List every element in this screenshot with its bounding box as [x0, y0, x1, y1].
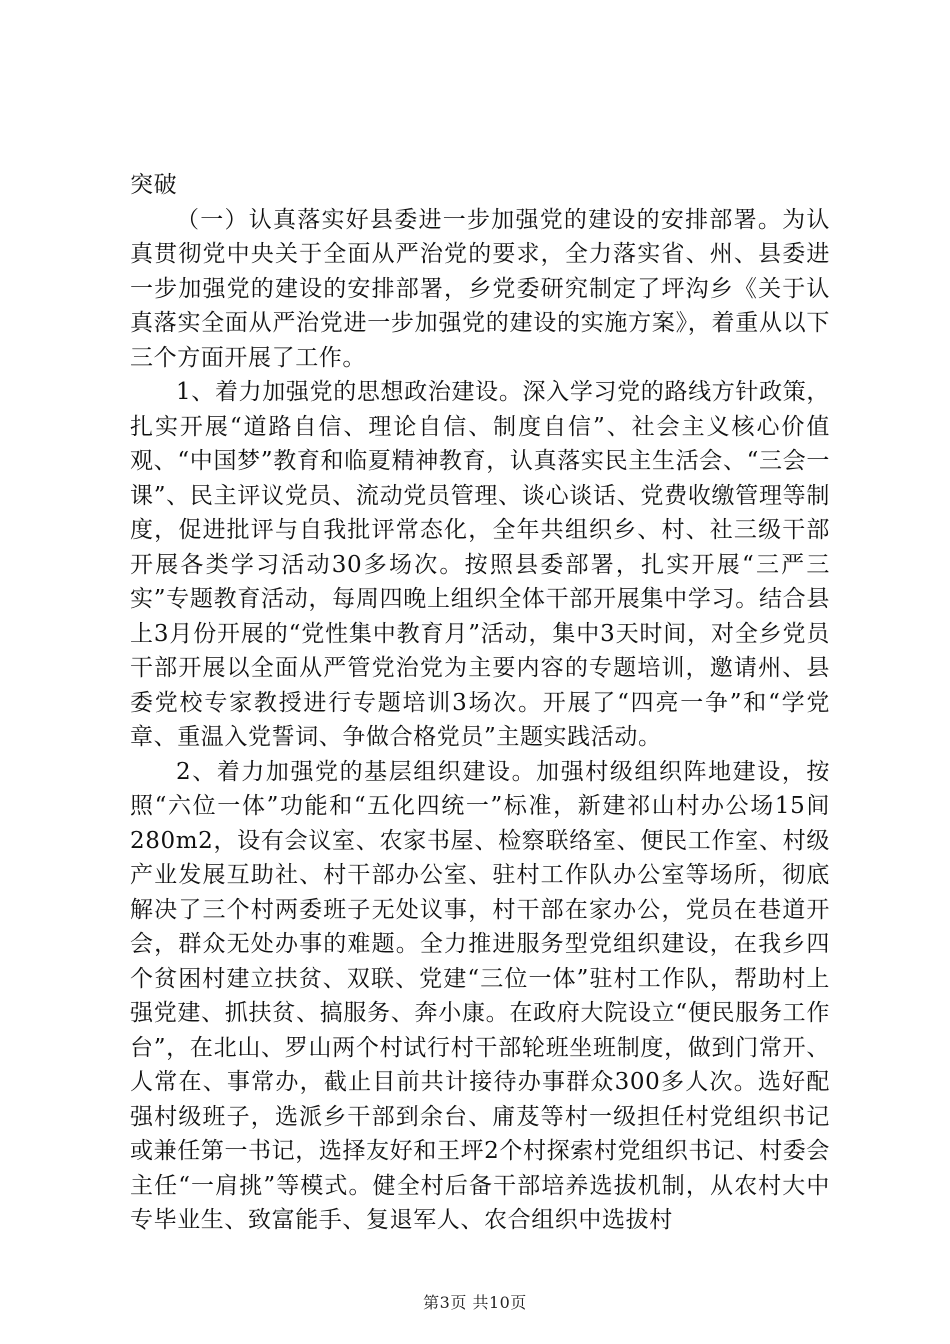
page-footer [0, 1290, 950, 1313]
paragraph-item-1: 1、着力加强党的思想政治建设。深入学习党的路线方针政策，扎实开展“道路自信、理论自信、制度自信”、社会主义核心价值观、“中国梦”教育和临夏精神教育，认真落实民主生活会、“三会一课”、民主评议党员、流动党员管理、谈心谈话、党费收缴管理等制度，促进批评与自我批评常态化，全年共组织乡、村、社三级干部开展各类学习活动30多场次。按照县委部署，扎实开展“三严三实”专题教育活动，每周四晚上组织全体干部开展集中学习。结合县上3月份开展的“党性集中教育月”活动，集中3天时间，对全乡党员干部开展以全面从严管党治党为主要内容的专题培训，邀请州、县委党校专家教授进行专题培训3场次。开展了“四亮一争”和“学党章、重温入党誓词、争做合格党员”主题实践活动。 [130, 379, 830, 750]
heading-fragment: 突破 [130, 172, 178, 198]
page-indicator: 第3页 共10页 [423, 1293, 527, 1312]
document-body [130, 168, 830, 1238]
paragraph-section-one: （一）认真落实好县委进一步加强党的建设的安排部署。为认真贯彻党中央关于全面从严治党的要求，全力落实省、州、县委进一步加强党的建设的安排部署，乡党委研究制定了坪沟乡《关于认真落实全面从严治党进一步加强党的建设的实施方案》，着重从以下三个方面开展了工作。 [130, 206, 830, 371]
paragraph-item-2: 2、着力加强党的基层组织建设。加强村级组织阵地建设，按照“六位一体”功能和“五化四统一”标准，新建祁山村办公场15间280m2，设有会议室、农家书屋、检察联络室、便民工作室、村级产业发展互助社、村干部办公室、驻村工作队办公室等场所，彻底解决了三个村两委班子无处议事，村干部在家办公，党员在巷道开会，群众无处办事的难题。全力推进服务型党组织建设，在我乡四个贫困村建立扶贫、双联、党建“三位一体”驻村工作队，帮助村上强党建、抓扶贫、搞服务、奔小康。在政府大院设立“便民服务工作台”，在北山、罗山两个村试行村干部轮班坐班制度，做到门常开、人常在、事常办，截止目前共计接待办事群众300多人次。选好配强村级班子，选派乡干部到余台、庯芨等村一级担任村党组织书记或兼任第一书记，选择友好和王坪2个村探索村党组织书记、村委会主任“一肩挑”等模式。健全村后备干部培养选拔机制，从农村大中专毕业生、致富能手、复退军人、农合组织中选拔村 [130, 758, 830, 1233]
